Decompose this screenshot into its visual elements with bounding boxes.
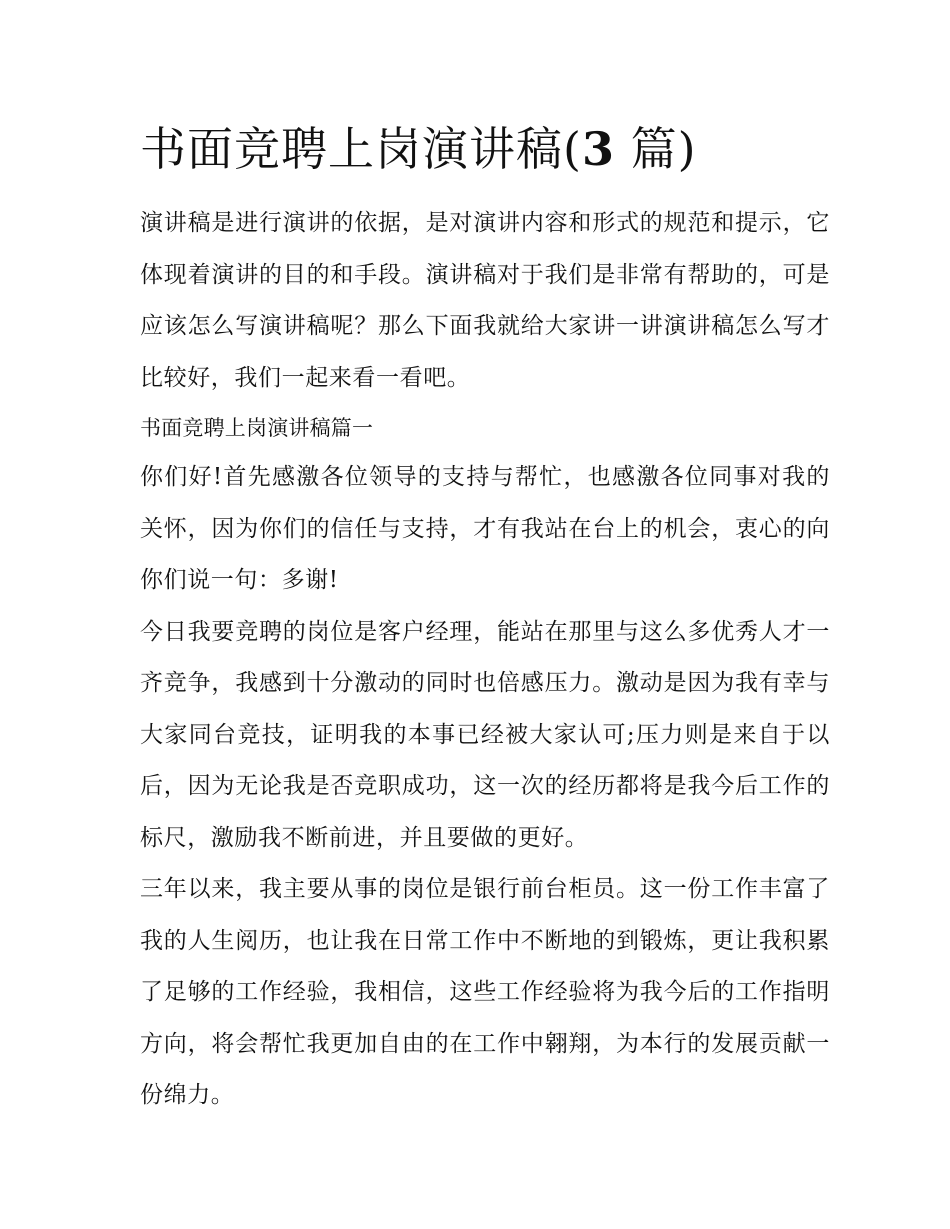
intro-paragraph: 演讲稿是进行演讲的依据，是对演讲内容和形式的规范和提示，它体现着演讲的目的和手段。演讲稿对于我们是非常有帮助的，可是应该怎么写演讲稿呢？那么下面我就给大家讲一讲演讲稿怎么写才比较好，我们一起来看一看吧。 — [140, 210, 830, 391]
document-title — [140, 118, 830, 180]
title-tail-text: 篇) — [614, 122, 697, 176]
document-content — [140, 118, 830, 1122]
body-paragraph-1: 你们好!首先感激各位领导的支持与帮忙，也感激各位同事对我的关怀，因为你们的信任与支持，才有我站在台上的机会，衷心的向你们说一句：多谢! — [140, 464, 830, 593]
body-paragraph-2: 今日我要竞聘的岗位是客户经理，能站在那里与这么多优秀人才一齐竞争，我感到十分激动的同时也倍感压力。激动是因为我有幸与大家同台竞技，证明我的本事已经被大家认可;压力则是来自于以后，因为无论我是否竞职成功，这一次的经历都将是我今后工作的标尺，激励我不断前进，并且要做的更好。 — [140, 618, 830, 851]
body-paragraph-3: 三年以来，我主要从事的岗位是银行前台柜员。这一份工作丰富了我的人生阅历，也让我在日常工作中不断地的到锻炼，更让我积累了足够的工作经验，我相信，这些工作经验将为我今后的工作指明方向，将会帮忙我更加自由的在工作中翱翔，为本行的发展贡献一份绵力。 — [140, 876, 830, 1108]
title-main-text: 书面竞聘上岗演讲稿( — [140, 122, 582, 176]
section-heading: 书面竞聘上岗演讲稿篇一 — [140, 416, 374, 440]
title-number: 3 — [581, 122, 615, 176]
